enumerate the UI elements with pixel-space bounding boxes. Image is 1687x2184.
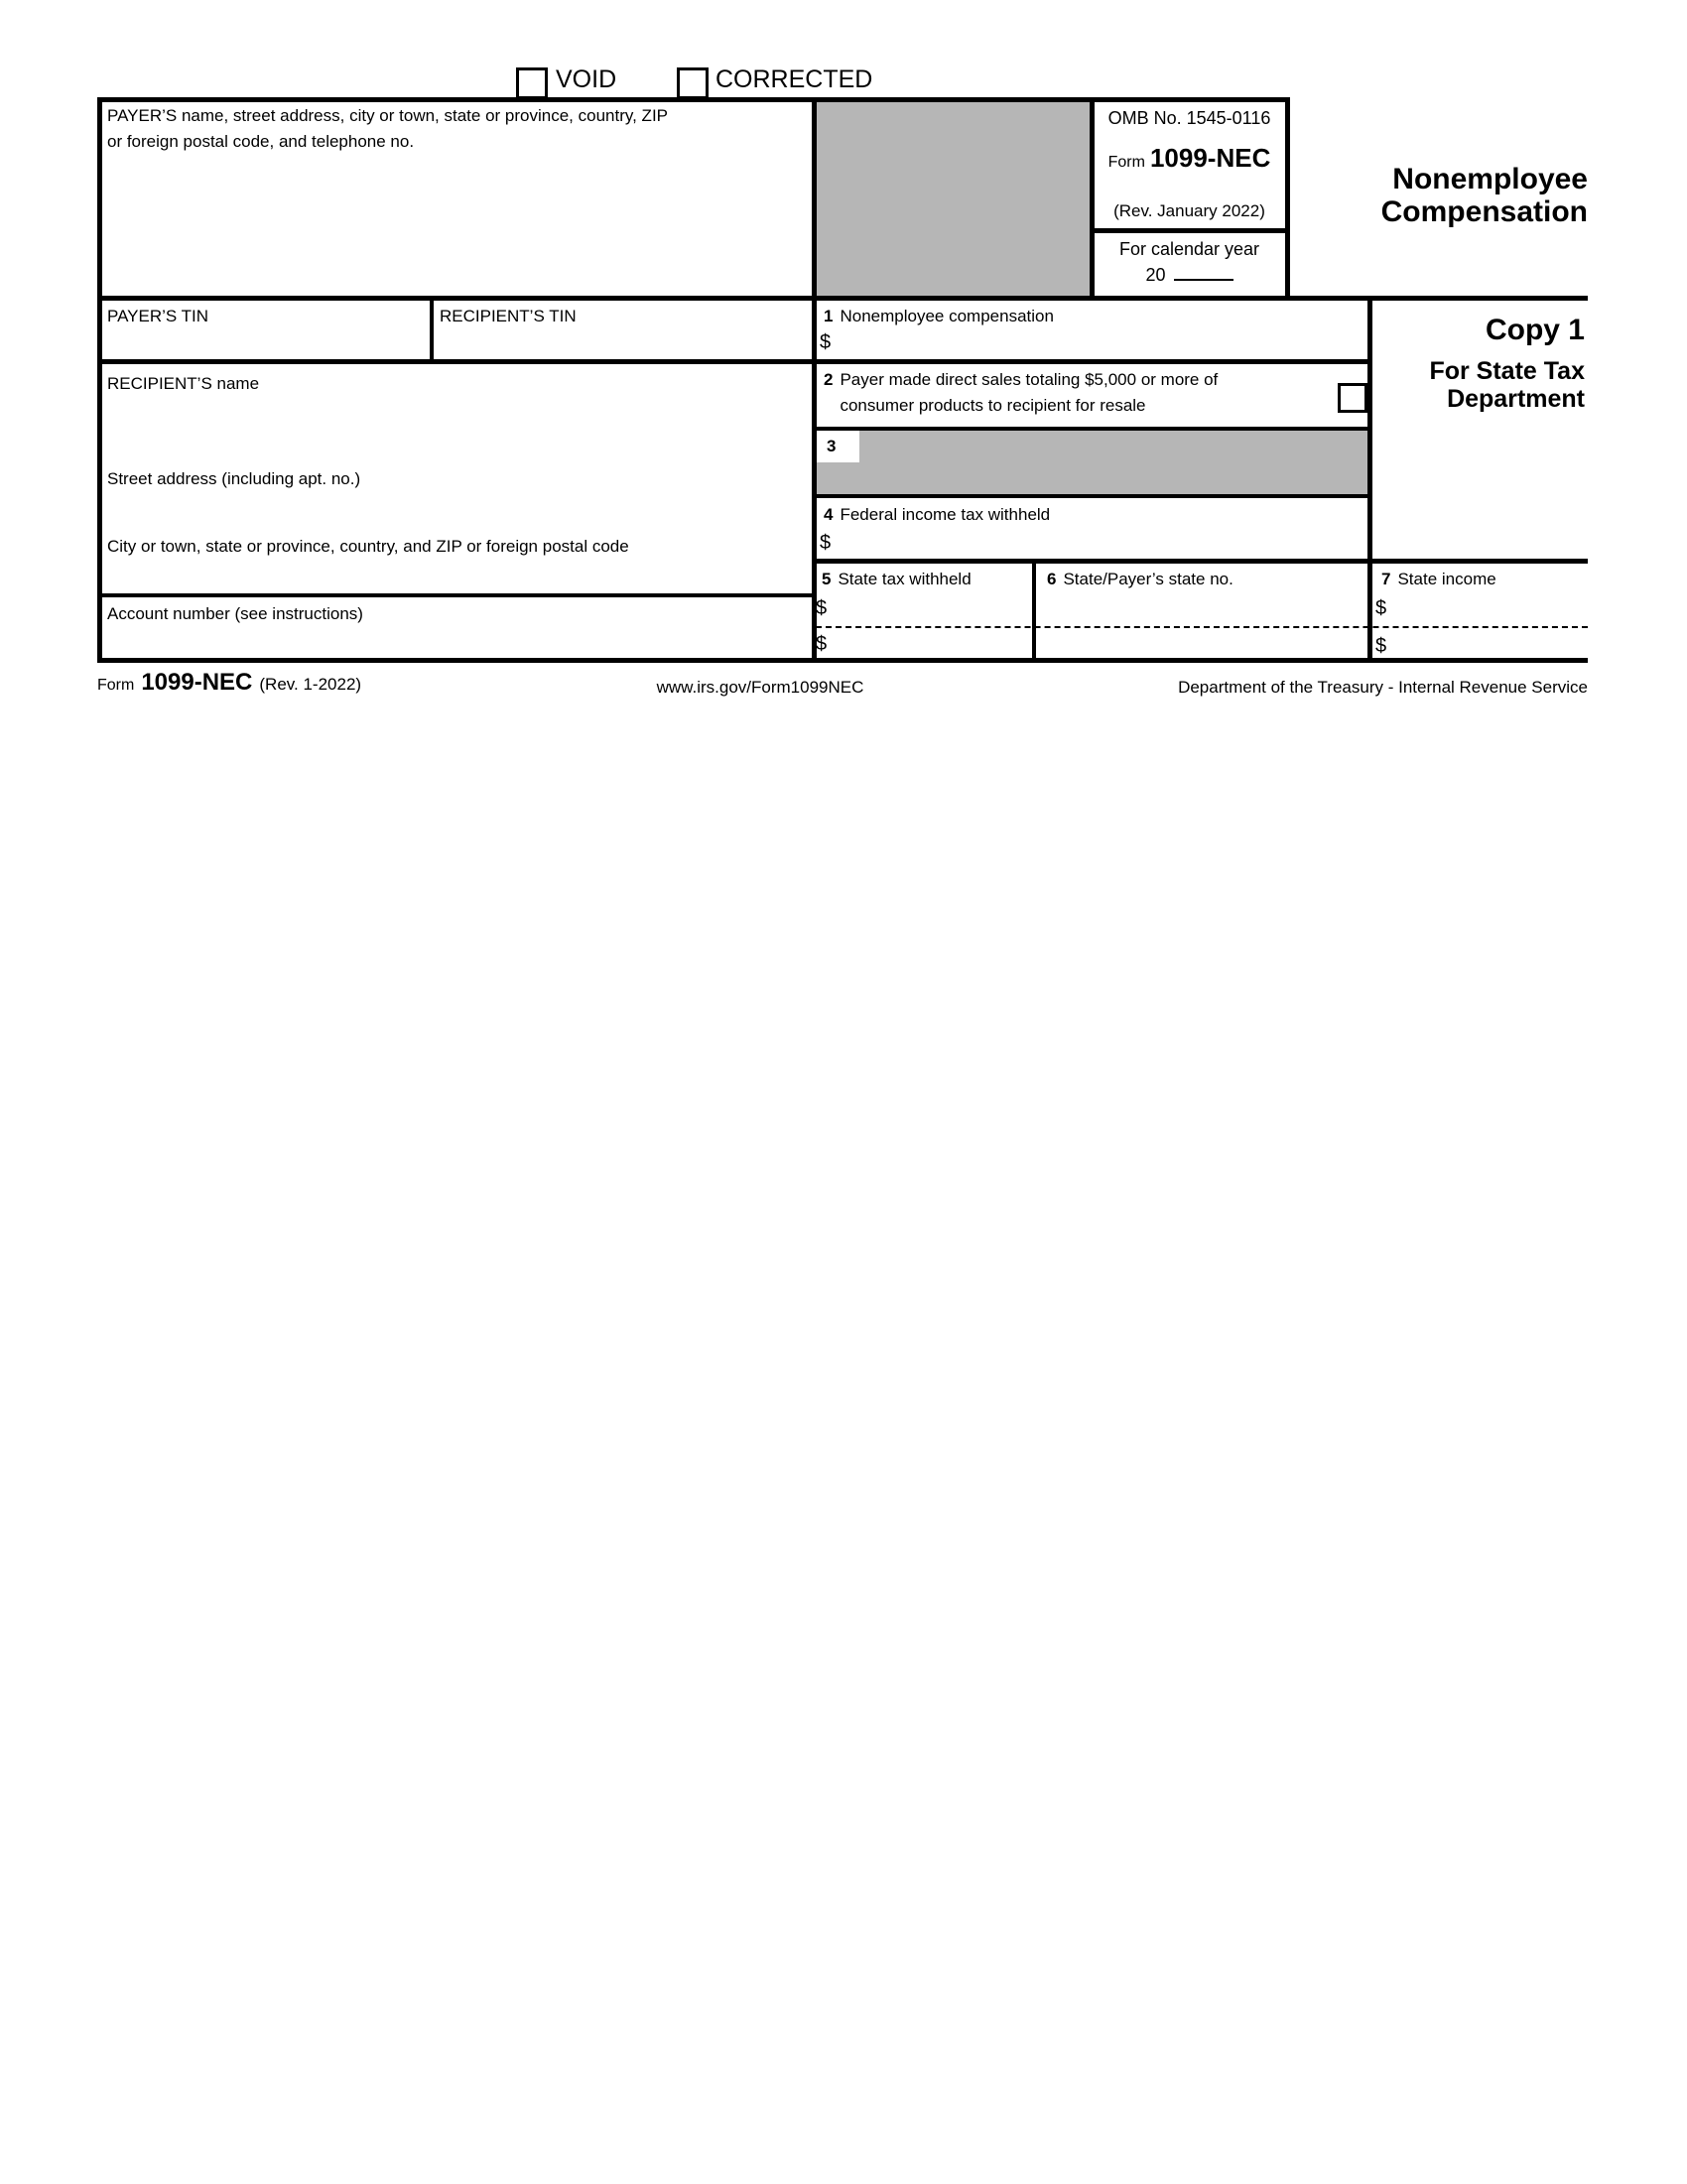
corrected-checkbox[interactable] [677, 67, 709, 99]
box5-amount-field-2[interactable] [838, 631, 1026, 655]
omb-form-number: 1099-NEC [1149, 143, 1271, 173]
footer-department: Department of the Treasury - Internal Revenue Service [1178, 678, 1588, 697]
city-field[interactable] [103, 560, 804, 589]
center-divider-line [812, 97, 817, 663]
box5-label [822, 567, 972, 592]
account-divider-line [97, 593, 816, 597]
row-divider-line [812, 427, 1372, 431]
calendar-year-field[interactable] [1174, 261, 1233, 281]
street-address-field[interactable] [103, 494, 804, 528]
box5-number: 5 [822, 570, 832, 588]
omb-revision-label: (Rev. January 2022) [1113, 201, 1265, 220]
omb-divider-line [1090, 228, 1290, 233]
state-row-dashed-line [816, 626, 1588, 628]
omb-number-label: OMB No. 1545-0116 [1107, 108, 1271, 128]
footer-form-id [97, 669, 361, 697]
copy-for-line2: Department [1447, 385, 1585, 413]
copy-label: Copy 1 [1485, 314, 1585, 346]
box2-label-line1: Payer made direct sales totaling $5,000 or more of [840, 370, 1219, 389]
void-label: VOID [556, 65, 617, 93]
box5-label-text: State tax withheld [838, 570, 972, 588]
copy-for-line1: For State Tax [1429, 357, 1585, 385]
recipient-name-field[interactable] [103, 399, 804, 458]
recipient-tin-field[interactable] [437, 329, 804, 357]
box7-amount-field-1[interactable] [1397, 597, 1581, 623]
box4-label [824, 502, 1050, 528]
payer-tin-label: PAYER’S TIN [107, 307, 209, 325]
footer-form-number: 1099-NEC [141, 669, 253, 696]
box5-box6-divider-line [1032, 559, 1036, 663]
box2-label [824, 367, 1218, 419]
box7-amount-field-2[interactable] [1397, 633, 1581, 655]
box7-label [1381, 567, 1496, 592]
box1-dollar-sign: $ [820, 331, 832, 353]
street-address-label: Street address (including apt. no.) [107, 469, 361, 488]
box7-dollar-sign-1: $ [1375, 597, 1387, 619]
payer-info-field[interactable] [103, 159, 804, 290]
omb-form-word: Form [1107, 154, 1145, 171]
payer-tin-field[interactable] [103, 329, 421, 357]
row-divider-line [97, 296, 1588, 301]
calendar-year-line [1092, 261, 1287, 286]
city-label: City or town, state or province, country, and ZIP or foreign postal code [107, 537, 629, 556]
box6-label [1047, 567, 1233, 592]
box1-amount-field[interactable] [842, 331, 1358, 357]
copy-column-border [1367, 296, 1372, 663]
shaded-area-top [814, 99, 1092, 298]
footer-url: www.irs.gov/Form1099NEC [656, 678, 864, 697]
form-bottom-border [97, 658, 1588, 663]
box2-number: 2 [824, 370, 834, 389]
footer-form-word: Form [97, 677, 135, 694]
box6-state-field-1[interactable] [1042, 595, 1360, 623]
payer-info-label [107, 103, 668, 155]
box5-amount-field-1[interactable] [838, 595, 1026, 623]
copy-for-label [1360, 357, 1585, 413]
form-title [1290, 163, 1588, 228]
box1-number: 1 [824, 307, 834, 325]
form-left-border [97, 97, 102, 663]
omb-form-line [1092, 143, 1287, 174]
box2-label-line2: consumer products to recipient for resale [840, 396, 1146, 415]
payer-info-label-line2: or foreign postal code, and telephone no. [107, 132, 415, 151]
box7-label-text: State income [1397, 570, 1496, 588]
box3-label [827, 434, 836, 459]
box7-dollar-sign-2: $ [1375, 635, 1387, 657]
box4-dollar-sign: $ [820, 532, 832, 554]
box4-label-text: Federal income tax withheld [840, 505, 1051, 524]
row-divider-line [812, 559, 1588, 564]
form-title-line2: Compensation [1380, 195, 1588, 228]
box4-number: 4 [824, 505, 834, 524]
calendar-year-label: For calendar year [1118, 239, 1260, 259]
recipient-tin-label: RECIPIENT’S TIN [440, 307, 577, 325]
box1-label-text: Nonemployee compensation [840, 307, 1054, 325]
box1-label [824, 304, 1054, 329]
box5-dollar-sign-1: $ [816, 597, 828, 619]
account-number-field[interactable] [103, 627, 804, 655]
payer-info-label-line1: PAYER’S name, street address, city or town, state or province, country, ZIP [107, 106, 669, 125]
void-checkbox[interactable] [516, 67, 548, 99]
row-divider-line [812, 494, 1372, 498]
box5-dollar-sign-2: $ [816, 633, 828, 655]
box2-label-text [840, 367, 1218, 419]
form-title-line1: Nonemployee [1392, 163, 1588, 195]
box6-state-field-2[interactable] [1042, 631, 1360, 655]
row-divider-line [97, 359, 1372, 364]
corrected-label: CORRECTED [715, 65, 873, 93]
recipient-name-label: RECIPIENT’S name [107, 374, 260, 393]
account-number-label: Account number (see instructions) [107, 604, 363, 623]
box6-number: 6 [1047, 570, 1057, 588]
box3-number: 3 [827, 437, 837, 455]
tin-divider-line [430, 296, 434, 363]
calendar-year-prefix: 20 [1145, 265, 1166, 285]
box4-amount-field[interactable] [842, 532, 1358, 558]
shaded-area-box3 [814, 429, 1369, 496]
box3-number-tab [816, 431, 859, 462]
box7-number: 7 [1381, 570, 1391, 588]
box6-label-text: State/Payer’s state no. [1063, 570, 1233, 588]
footer-revision: (Rev. 1-2022) [259, 675, 362, 694]
